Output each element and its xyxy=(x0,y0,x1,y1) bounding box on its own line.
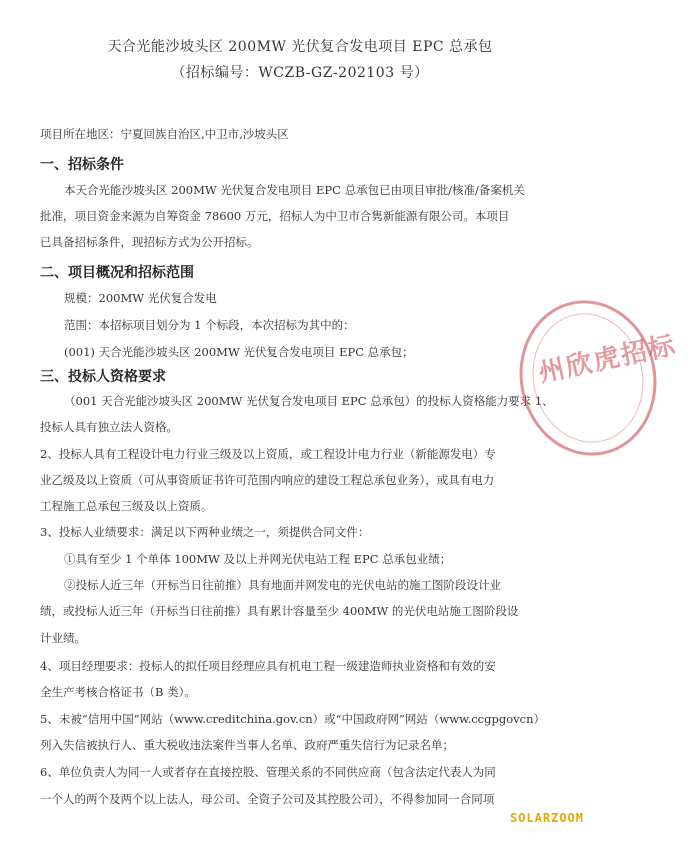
solarzoom-watermark: SOLARZOOM xyxy=(509,811,584,825)
section-3-line: 6、单位负责人为同一人或者存在直接控股、管理关系的不同供应商（包含法定代表人为同 xyxy=(40,765,496,779)
section-1-line: 已具备招标条件，现招标方式为公开招标。 xyxy=(40,235,259,249)
section-2-line: 范围：本招标项目划分为 1 个标段，本次招标为其中的： xyxy=(64,318,355,332)
section-3-line: 5、未被“信用中国”网站（www.creditchina.gov.cn）或“中国政府网”网站（www.ccgpgovcn） xyxy=(40,712,545,726)
section-2-heading: 二、项目概况和招标范围 xyxy=(40,265,194,281)
section-1-line: 批准，项目资金来源为自筹资金 78600 万元，招标人为中卫市合隽新能源有限公司。本项目 xyxy=(40,209,510,223)
section-3-line: 计业绩。 xyxy=(40,631,86,645)
section-3-line: 3、投标人业绩要求：满足以下两种业绩之一，须提供合同文件： xyxy=(40,525,370,539)
section-2-line: 规模：200MW 光伏复合发电 xyxy=(64,291,217,305)
section-3-line: 投标人具有独立法人资格。 xyxy=(40,420,178,434)
section-1-heading: 一、招标条件 xyxy=(40,157,124,173)
section-3-line: ①具有至少 1 个单体 100MW 及以上并网光伏电站工程 EPC 总承包业绩； xyxy=(64,552,452,566)
section-3-line: 一个人的两个及两个以上法人，母公司、全资子公司及其控股公司），不得参加同一合同项 xyxy=(40,792,495,806)
document-title: 天合光能沙坡头区 200MW 光伏复合发电项目 EPC 总承包 xyxy=(107,39,493,55)
red-seal-stamp xyxy=(505,288,680,469)
section-3-line: ②投标人近三年（开标当日往前推）具有地面并网发电的光伏电站的施工图阶段设计业 xyxy=(64,578,501,592)
red-seal-text: 州欣虎招标 xyxy=(535,330,680,389)
section-3-line: 列入失信被执行人、重大税收违法案件当事人名单、政府严重失信行为记录名单； xyxy=(40,738,454,752)
section-3-line: 绩，或投标人近三年（开标当日往前推）具有累计容量至少 400MW 的光伏电站施工图阶段设 xyxy=(40,604,519,618)
section-3-heading: 三、投标人资格要求 xyxy=(40,369,166,385)
section-3-line: 业乙级及以上资质（可从事资质证书许可范围内响应的建设工程总承包业务），或具有电力 xyxy=(40,473,495,487)
bid-number: （招标编号：WCZB-GZ-202103 号） xyxy=(171,65,429,81)
section-2-line: (001) 天合光能沙坡头区 200MW 光伏复合发电项目 EPC 总承包； xyxy=(64,345,414,359)
section-3-line: 4、项目经理要求：投标人的拟任项目经理应具有机电工程一级建造师执业资格和有效的安 xyxy=(40,659,496,673)
section-3-line: （001 天合光能沙坡头区 200MW 光伏复合发电项目 EPC 总承包）的投标人资格能力要求 1、 xyxy=(64,394,554,408)
project-location: 项目所在地区：宁夏回族自治区,中卫市,沙坡头区 xyxy=(40,127,289,141)
section-3-line: 全生产考核合格证书（B 类）。 xyxy=(40,685,196,699)
section-3-line: 工程施工总承包三级及以上资质。 xyxy=(40,499,213,513)
section-1-line: 本天合光能沙坡头区 200MW 光伏复合发电项目 EPC 总承包已由项目审批/核准/备案机关 xyxy=(64,183,525,197)
section-3-line: 2、投标人具有工程设计电力行业三级及以上资质，或工程设计电力行业（新能源发电）专 xyxy=(40,447,496,461)
